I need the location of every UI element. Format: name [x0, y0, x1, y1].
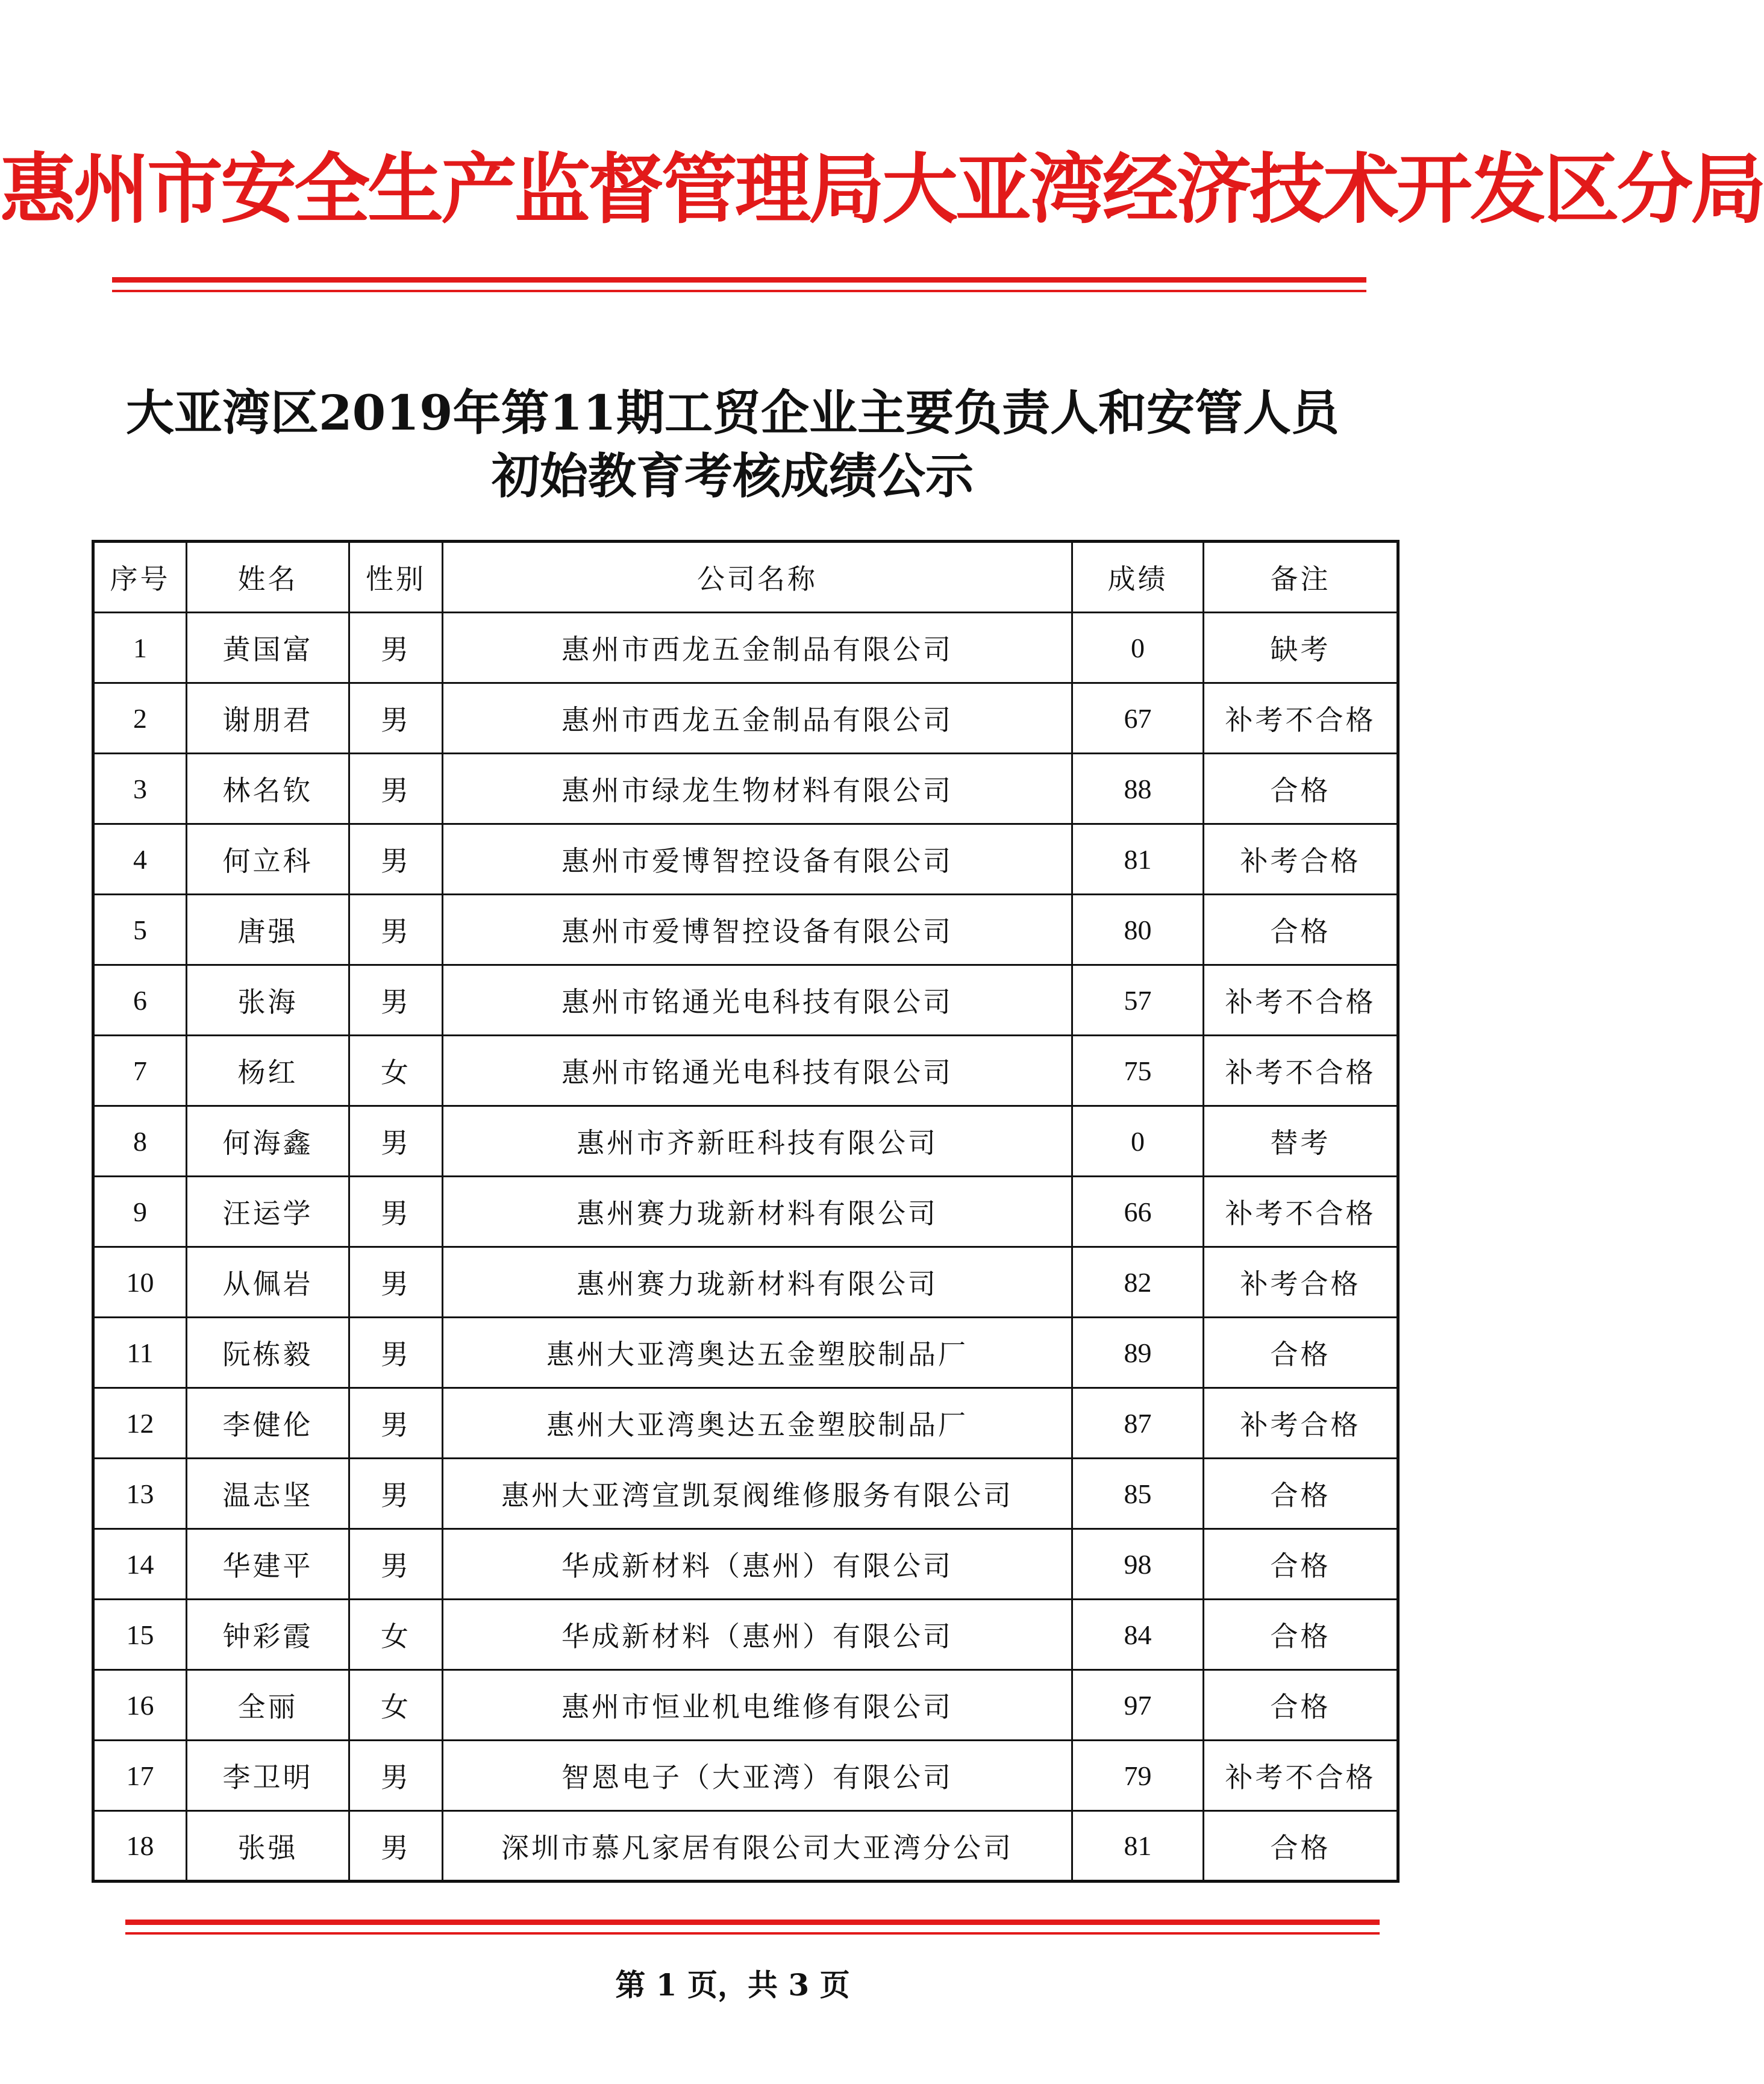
company-name-cell: 惠州大亚湾宣凯泵阀维修服务有限公司 — [443, 1459, 1072, 1529]
remark-cell: 补考不合格 — [1204, 1036, 1398, 1106]
remark-cell: 补考不合格 — [1204, 1741, 1398, 1811]
row-number-cell: 9 — [93, 1177, 187, 1247]
company-name-cell: 惠州市爱博智控设备有限公司 — [443, 824, 1072, 895]
row-number-cell: 7 — [93, 1036, 187, 1106]
row-number-cell: 13 — [93, 1459, 187, 1529]
footer-rule-thick — [125, 1920, 1380, 1925]
row-number-cell: 16 — [93, 1670, 187, 1741]
score-cell: 87 — [1072, 1388, 1204, 1459]
score-cell: 67 — [1072, 683, 1204, 754]
table-row — [93, 1106, 1398, 1177]
person-name-cell: 何立科 — [187, 824, 349, 895]
table-row — [93, 1247, 1398, 1318]
person-name-cell: 唐强 — [187, 895, 349, 965]
score-cell: 84 — [1072, 1600, 1204, 1670]
table-row — [93, 1670, 1398, 1741]
score-cell: 80 — [1072, 895, 1204, 965]
footer-rule-thin — [125, 1932, 1380, 1935]
company-name-cell: 华成新材料（惠州）有限公司 — [443, 1529, 1072, 1600]
gender-cell: 男 — [349, 1529, 443, 1600]
remark-cell: 补考合格 — [1204, 824, 1398, 895]
score-cell: 81 — [1072, 824, 1204, 895]
gender-cell: 男 — [349, 1247, 443, 1318]
row-number-cell: 8 — [93, 1106, 187, 1177]
gender-cell: 男 — [349, 1459, 443, 1529]
table-row — [93, 1529, 1398, 1600]
score-cell: 79 — [1072, 1741, 1204, 1811]
company-name-cell: 华成新材料（惠州）有限公司 — [443, 1600, 1072, 1670]
score-cell: 98 — [1072, 1529, 1204, 1600]
company-name-cell: 惠州大亚湾奥达五金塑胶制品厂 — [443, 1388, 1072, 1459]
person-name-cell: 黄国富 — [187, 613, 349, 683]
gender-cell: 男 — [349, 895, 443, 965]
remark-cell: 合格 — [1204, 1600, 1398, 1670]
score-cell: 81 — [1072, 1811, 1204, 1882]
gender-cell: 女 — [349, 1036, 443, 1106]
score-cell: 66 — [1072, 1177, 1204, 1247]
person-name-cell: 钟彩霞 — [187, 1600, 349, 1670]
letterhead-title: 惠州市安全生产监督管理局大亚湾经济技术开发区分局 — [0, 145, 1764, 234]
table-row — [93, 1318, 1398, 1388]
table-row — [93, 1811, 1398, 1882]
remark-cell: 补考不合格 — [1204, 965, 1398, 1036]
row-number-cell: 3 — [93, 754, 187, 824]
row-number-cell: 14 — [93, 1529, 187, 1600]
column-header: 备注 — [1204, 542, 1398, 613]
page-number: 第 1 页，共 3 页 — [615, 1967, 850, 2003]
table-row — [93, 1177, 1398, 1247]
remark-cell: 缺考 — [1204, 613, 1398, 683]
gender-cell: 男 — [349, 1741, 443, 1811]
column-header: 成绩 — [1072, 542, 1204, 613]
score-cell: 88 — [1072, 754, 1204, 824]
person-name-cell: 李健伦 — [187, 1388, 349, 1459]
row-number-cell: 2 — [93, 683, 187, 754]
gender-cell: 男 — [349, 1388, 443, 1459]
table-row — [93, 754, 1398, 824]
person-name-cell: 华建平 — [187, 1529, 349, 1600]
company-name-cell: 惠州市齐新旺科技有限公司 — [443, 1106, 1072, 1177]
table-row — [93, 613, 1398, 683]
header-rule-thick — [112, 277, 1366, 283]
score-cell: 89 — [1072, 1318, 1204, 1388]
company-name-cell: 惠州市铭通光电科技有限公司 — [443, 1036, 1072, 1106]
row-number-cell: 4 — [93, 824, 187, 895]
company-name-cell: 惠州市西龙五金制品有限公司 — [443, 613, 1072, 683]
company-name-cell: 惠州大亚湾奥达五金塑胶制品厂 — [443, 1318, 1072, 1388]
remark-cell: 合格 — [1204, 895, 1398, 965]
person-name-cell: 汪运学 — [187, 1177, 349, 1247]
person-name-cell: 李卫明 — [187, 1741, 349, 1811]
score-cell: 75 — [1072, 1036, 1204, 1106]
person-name-cell: 林名钦 — [187, 754, 349, 824]
table-row — [93, 1741, 1398, 1811]
table-row — [93, 1388, 1398, 1459]
document-title: 大亚湾区2019年第11期工贸企业主要负责人和安管人员 — [126, 384, 1339, 441]
table-row — [93, 1459, 1398, 1529]
person-name-cell: 何海鑫 — [187, 1106, 349, 1177]
company-name-cell: 智恩电子（大亚湾）有限公司 — [443, 1741, 1072, 1811]
table-row — [93, 1036, 1398, 1106]
row-number-cell: 1 — [93, 613, 187, 683]
person-name-cell: 阮栋毅 — [187, 1318, 349, 1388]
row-number-cell: 18 — [93, 1811, 187, 1882]
score-cell: 0 — [1072, 1106, 1204, 1177]
gender-cell: 男 — [349, 1811, 443, 1882]
score-cell: 97 — [1072, 1670, 1204, 1741]
row-number-cell: 10 — [93, 1247, 187, 1318]
column-header: 姓名 — [187, 542, 349, 613]
row-number-cell: 6 — [93, 965, 187, 1036]
company-name-cell: 惠州市恒业机电维修有限公司 — [443, 1670, 1072, 1741]
remark-cell: 合格 — [1204, 1318, 1398, 1388]
gender-cell: 男 — [349, 1106, 443, 1177]
person-name-cell: 谢朋君 — [187, 683, 349, 754]
remark-cell: 合格 — [1204, 1459, 1398, 1529]
person-name-cell: 从佩岩 — [187, 1247, 349, 1318]
column-header: 性别 — [349, 542, 443, 613]
column-header: 公司名称 — [443, 542, 1072, 613]
remark-cell: 补考合格 — [1204, 1388, 1398, 1459]
column-header: 序号 — [93, 542, 187, 613]
person-name-cell: 温志坚 — [187, 1459, 349, 1529]
score-cell: 82 — [1072, 1247, 1204, 1318]
remark-cell: 合格 — [1204, 1670, 1398, 1741]
company-name-cell: 惠州市爱博智控设备有限公司 — [443, 895, 1072, 965]
gender-cell: 男 — [349, 965, 443, 1036]
remark-cell: 补考不合格 — [1204, 683, 1398, 754]
gender-cell: 男 — [349, 683, 443, 754]
gender-cell: 女 — [349, 1600, 443, 1670]
company-name-cell: 深圳市慕凡家居有限公司大亚湾分公司 — [443, 1811, 1072, 1882]
header-row — [93, 542, 1398, 613]
remark-cell: 补考合格 — [1204, 1247, 1398, 1318]
gender-cell: 男 — [349, 754, 443, 824]
person-name-cell: 张强 — [187, 1811, 349, 1882]
table-row — [93, 683, 1398, 754]
person-name-cell: 杨红 — [187, 1036, 349, 1106]
company-name-cell: 惠州赛力珑新材料有限公司 — [443, 1247, 1072, 1318]
gender-cell: 男 — [349, 613, 443, 683]
company-name-cell: 惠州市西龙五金制品有限公司 — [443, 683, 1072, 754]
scores-table — [92, 540, 1400, 1883]
remark-cell: 补考不合格 — [1204, 1177, 1398, 1247]
gender-cell: 男 — [349, 1318, 443, 1388]
row-number-cell: 15 — [93, 1600, 187, 1670]
company-name-cell: 惠州市铭通光电科技有限公司 — [443, 965, 1072, 1036]
remark-cell: 合格 — [1204, 1529, 1398, 1600]
person-name-cell: 张海 — [187, 965, 349, 1036]
gender-cell: 男 — [349, 1177, 443, 1247]
table-row — [93, 895, 1398, 965]
company-name-cell: 惠州市绿龙生物材料有限公司 — [443, 754, 1072, 824]
score-cell: 0 — [1072, 613, 1204, 683]
header-rule-thin — [112, 290, 1366, 292]
document-subtitle: 初始教育考核成绩公示 — [492, 448, 974, 504]
gender-cell: 女 — [349, 1670, 443, 1741]
company-name-cell: 惠州赛力珑新材料有限公司 — [443, 1177, 1072, 1247]
score-cell: 57 — [1072, 965, 1204, 1036]
remark-cell: 合格 — [1204, 754, 1398, 824]
gender-cell: 男 — [349, 824, 443, 895]
score-cell: 85 — [1072, 1459, 1204, 1529]
remark-cell: 替考 — [1204, 1106, 1398, 1177]
remark-cell: 合格 — [1204, 1811, 1398, 1882]
table-row — [93, 824, 1398, 895]
table-row — [93, 1600, 1398, 1670]
row-number-cell: 12 — [93, 1388, 187, 1459]
row-number-cell: 11 — [93, 1318, 187, 1388]
table-row — [93, 965, 1398, 1036]
person-name-cell: 全丽 — [187, 1670, 349, 1741]
row-number-cell: 17 — [93, 1741, 187, 1811]
row-number-cell: 5 — [93, 895, 187, 965]
